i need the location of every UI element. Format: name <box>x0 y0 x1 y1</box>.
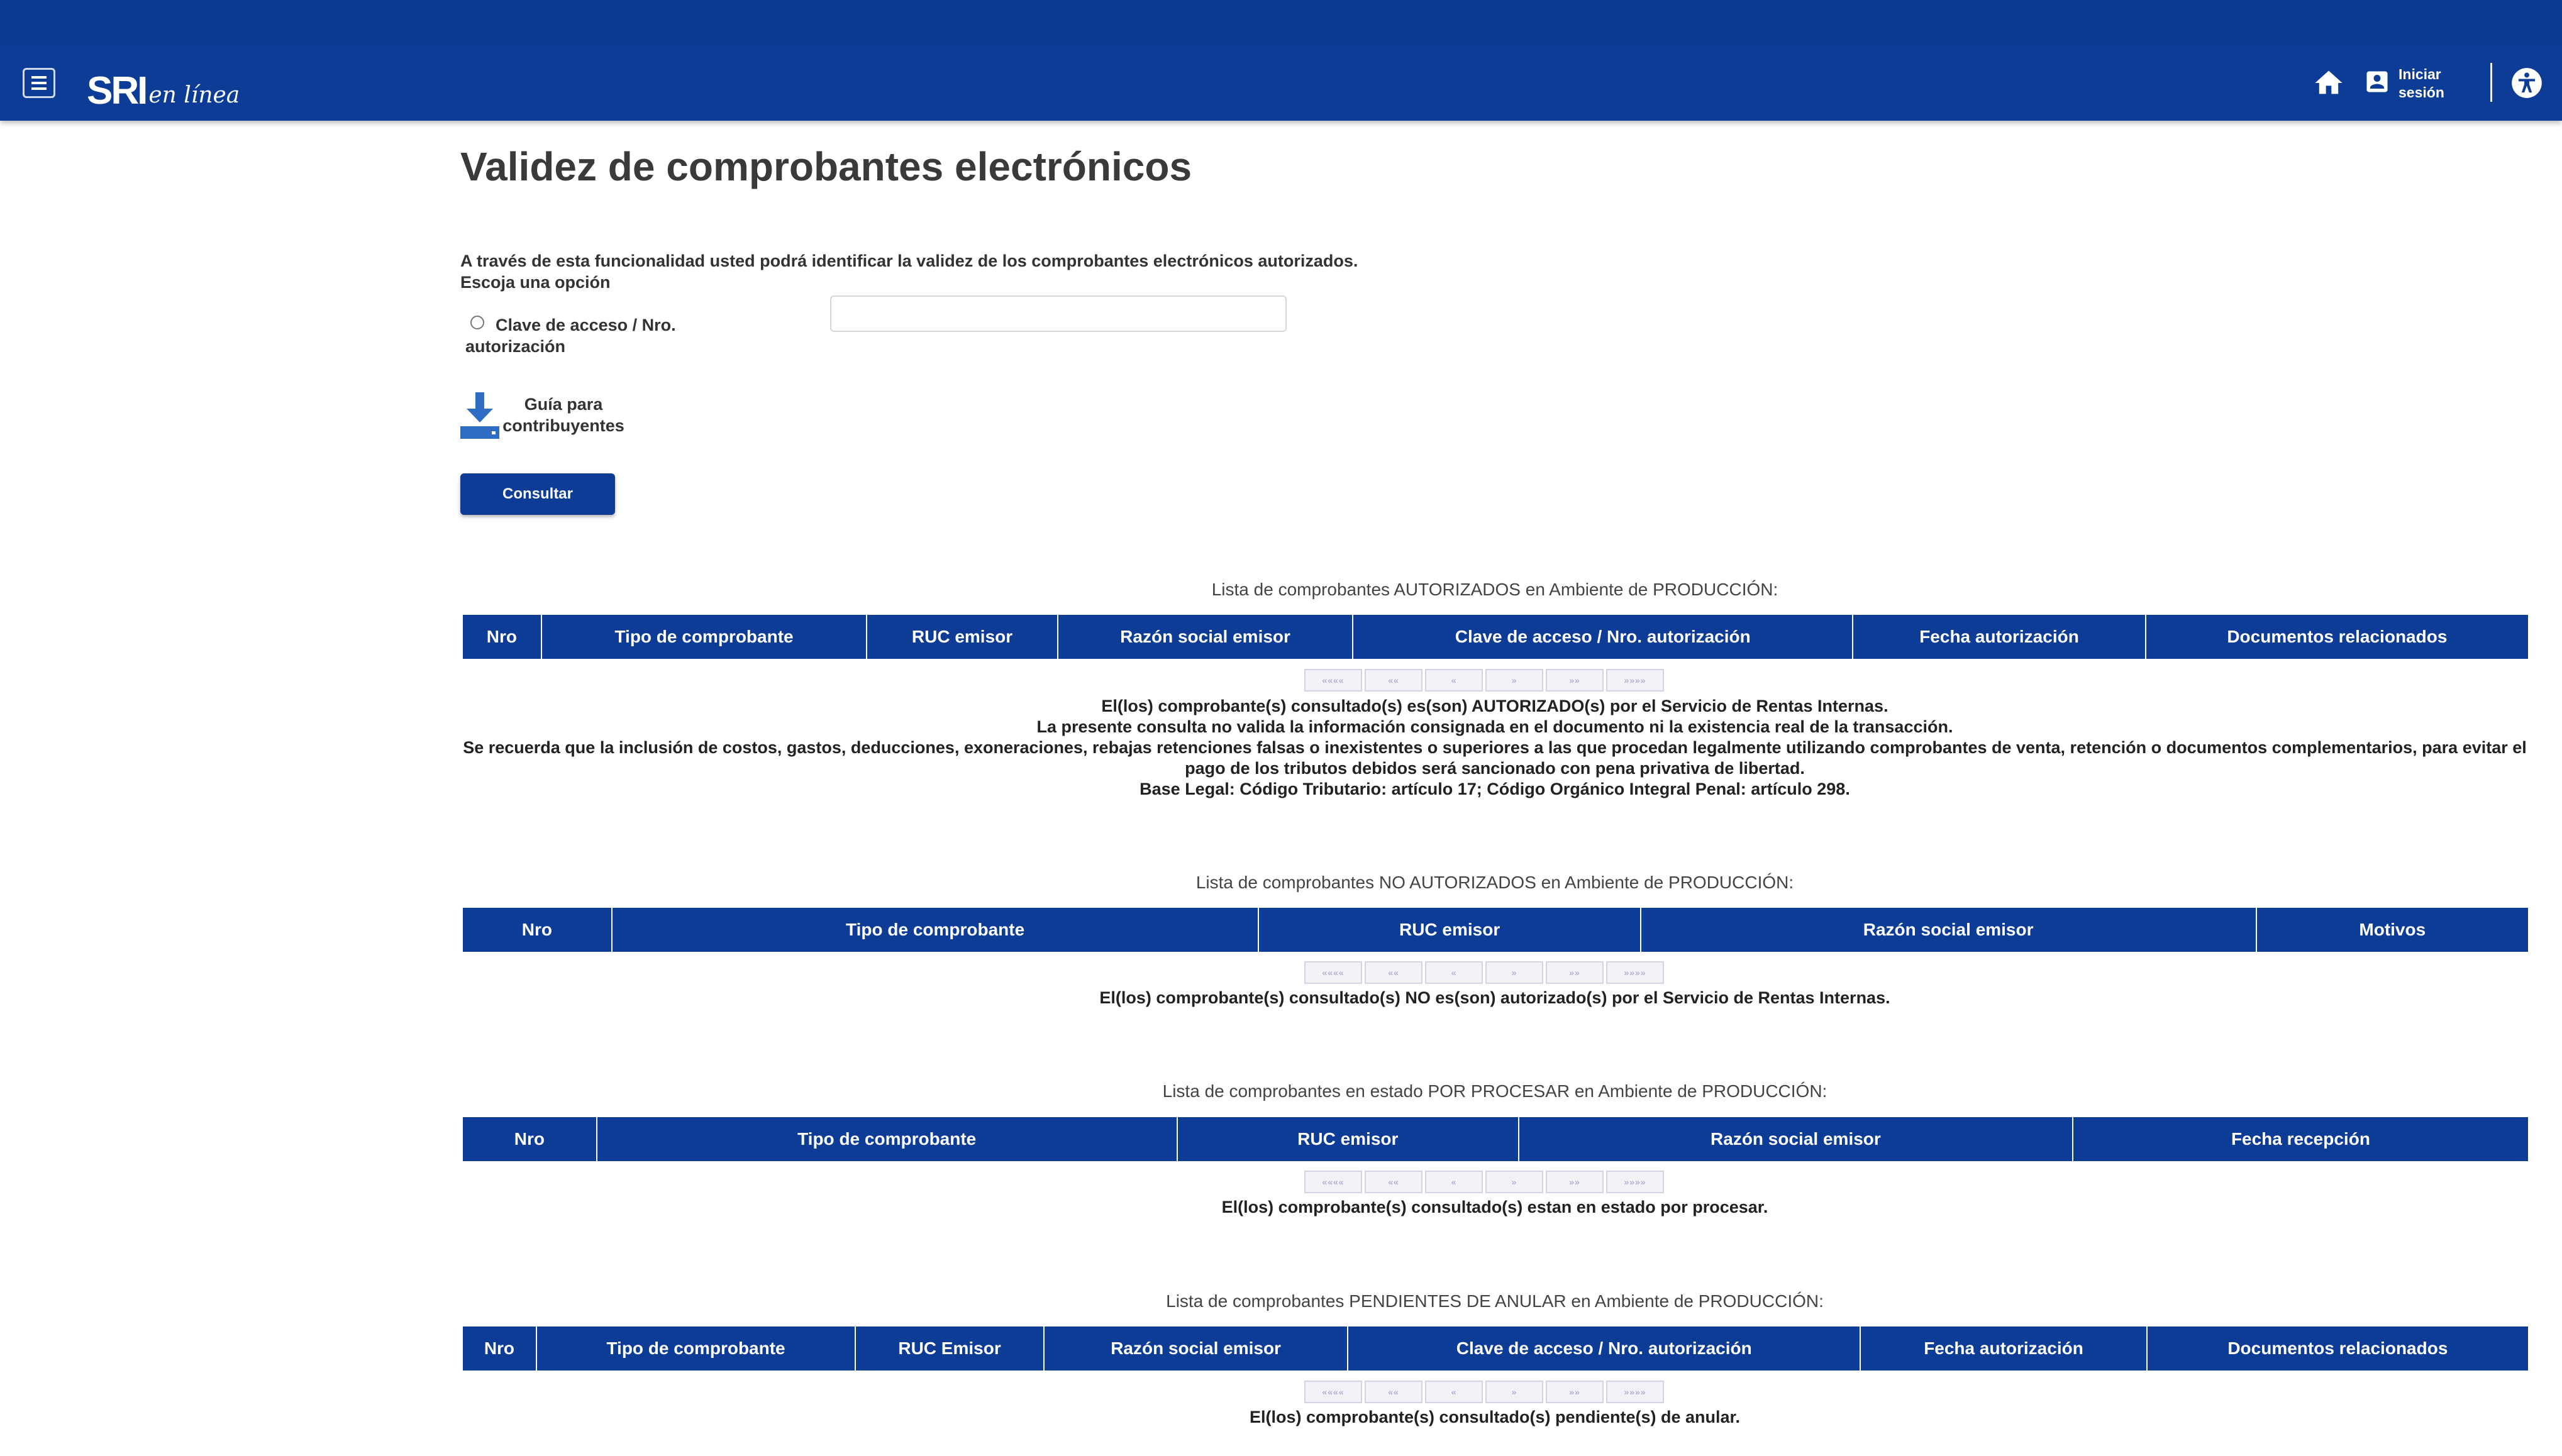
login-label-line-2: sesión <box>2398 84 2444 101</box>
pager-first-button[interactable]: «««« <box>1304 961 1362 984</box>
pager-first-button[interactable]: «««« <box>1304 1381 1362 1403</box>
pager-next-button[interactable]: » <box>1485 1171 1543 1193</box>
col-ruc-emisor[interactable]: RUC emisor <box>867 615 1058 659</box>
message-line: pago de los tributos debidos será sancionado con pena privativa de libertad. <box>1185 759 1805 778</box>
col-tipo-comprobante[interactable]: Tipo de comprobante <box>597 1117 1178 1161</box>
pager-prev-page-button[interactable]: «« <box>1365 1171 1422 1193</box>
section-title-autorizados: Lista de comprobantes AUTORIZADOS en Ambiente de PRODUCCIÓN: <box>1211 580 1778 599</box>
accessibility-icon[interactable] <box>2510 67 2543 99</box>
message-line: Se recuerda que la inclusión de costos, gastos, deducciones, exoneraciones, rebajas retenciones falsas o inexistentes o superiores a las que procedan legalmente utilizando comprobantes de venta, retención o documentos complementarios, para evitar el <box>463 738 2527 757</box>
pager-autorizados <box>1304 669 1664 693</box>
pager-next-button[interactable]: » <box>1485 669 1543 692</box>
table-header-por-procesar <box>462 1116 2529 1162</box>
col-tipo-comprobante[interactable]: Tipo de comprobante <box>542 615 867 659</box>
pager-prev-button[interactable]: « <box>1425 961 1483 984</box>
pager-prev-page-button[interactable]: «« <box>1365 669 1422 692</box>
intro-text <box>460 250 1358 293</box>
col-razon-social[interactable]: Razón social emisor <box>1058 615 1353 659</box>
col-nro[interactable]: Nro <box>463 908 613 952</box>
pager-no-autorizados <box>1304 961 1664 985</box>
message-autorizados <box>460 696 2529 800</box>
pager-pendientes <box>1304 1381 1664 1404</box>
pager-prev-button[interactable]: « <box>1425 669 1483 692</box>
section-title-por-procesar: Lista de comprobantes en estado POR PROCESAR en Ambiente de PRODUCCIÓN: <box>1162 1081 1827 1101</box>
pager-por-procesar <box>1304 1171 1664 1194</box>
guide-label-line-2: contribuyentes <box>502 416 624 435</box>
col-documentos-relacionados[interactable]: Documentos relacionados <box>2227 627 2448 646</box>
pager-first-button[interactable]: «««« <box>1304 669 1362 692</box>
pager-next-button[interactable]: » <box>1485 961 1543 984</box>
table-header-pendientes <box>462 1325 2529 1372</box>
guide-link[interactable] <box>501 394 626 436</box>
table-header-autorizados <box>462 614 2529 660</box>
pager-prev-page-button[interactable]: «« <box>1365 1381 1422 1403</box>
message-line: El(los) comprobante(s) consultado(s) es(son) AUTORIZADO(s) por el Servicio de Rentas Internas. <box>1101 697 1888 715</box>
pager-last-button[interactable]: »»»» <box>1606 669 1664 692</box>
pager-next-page-button[interactable]: »» <box>1546 1381 1604 1403</box>
pager-last-button[interactable]: »»»» <box>1606 1171 1664 1193</box>
clave-acceso-input[interactable] <box>830 295 1287 332</box>
radio-label[interactable]: Clave de acceso / Nro. autorización <box>465 316 676 356</box>
col-fecha-autorizacion[interactable]: Fecha autorización <box>1853 615 2146 659</box>
col-motivos[interactable]: Motivos <box>2359 920 2426 939</box>
pager-prev-button[interactable]: « <box>1425 1381 1483 1403</box>
pager-last-button[interactable]: »»»» <box>1606 961 1664 984</box>
col-fecha-autorizacion[interactable]: Fecha autorización <box>1861 1326 2147 1371</box>
pager-last-button[interactable]: »»»» <box>1606 1381 1664 1403</box>
message-no-autorizados: El(los) comprobante(s) consultado(s) NO es(son) autorizado(s) por el Servicio de Rentas Internas. <box>1099 988 1890 1007</box>
col-nro[interactable]: Nro <box>463 615 542 659</box>
col-ruc-emisor[interactable]: RUC emisor <box>1178 1117 1519 1161</box>
consultar-button[interactable]: Consultar <box>460 473 615 515</box>
col-ruc-emisor[interactable]: RUC Emisor <box>856 1326 1045 1371</box>
login-label-line-1: Iniciar <box>2398 66 2441 82</box>
pager-next-page-button[interactable]: »» <box>1546 1171 1604 1193</box>
col-nro[interactable]: Nro <box>463 1117 597 1161</box>
col-razon-social[interactable]: Razón social emisor <box>1641 908 2257 952</box>
col-tipo-comprobante[interactable]: Tipo de comprobante <box>613 908 1260 952</box>
col-clave-acceso[interactable]: Clave de acceso / Nro. autorización <box>1353 615 1853 659</box>
pager-next-page-button[interactable]: »» <box>1546 961 1604 984</box>
top-band <box>0 0 2562 44</box>
pager-first-button[interactable]: «««« <box>1304 1171 1362 1193</box>
guide-label-line-1: Guía para <box>524 395 603 414</box>
hamburger-menu-icon[interactable] <box>23 68 55 98</box>
login-link[interactable] <box>2398 65 2455 102</box>
message-line: La presente consulta no valida la información consignada en el documento ni la existencia real de la transacción. <box>1036 717 1953 736</box>
logo-sub-text: en línea <box>148 82 240 108</box>
pager-next-page-button[interactable]: »» <box>1546 669 1604 692</box>
message-line: Base Legal: Código Tributario: artículo 17; Código Orgánico Integral Penal: artículo 298. <box>1140 780 1850 798</box>
col-documentos-relacionados[interactable]: Documentos relacionados <box>2227 1338 2448 1358</box>
col-nro[interactable]: Nro <box>463 1326 537 1371</box>
pager-prev-button[interactable]: « <box>1425 1171 1483 1193</box>
col-razon-social[interactable]: Razón social emisor <box>1519 1117 2073 1161</box>
col-razon-social[interactable]: Razón social emisor <box>1045 1326 1348 1371</box>
col-ruc-emisor[interactable]: RUC emisor <box>1259 908 1641 952</box>
sri-logo[interactable] <box>87 60 240 111</box>
account-box-icon[interactable] <box>2363 68 2391 96</box>
col-tipo-comprobante[interactable]: Tipo de comprobante <box>537 1326 856 1371</box>
top-navbar <box>0 0 2562 121</box>
section-title-pendientes: Lista de comprobantes PENDIENTES DE ANULAR en Ambiente de PRODUCCIÓN: <box>1166 1291 1824 1311</box>
message-pendientes: El(los) comprobante(s) consultado(s) pendiente(s) de anular. <box>1249 1408 1741 1426</box>
section-title-no-autorizados: Lista de comprobantes NO AUTORIZADOS en Ambiente de PRODUCCIÓN: <box>1195 873 1794 892</box>
download-icon[interactable] <box>460 392 499 439</box>
intro-line-1: A través de esta funcionalidad usted podrá identificar la validez de los comprobantes electrónicos autorizados. <box>460 251 1358 270</box>
col-fecha-recepcion[interactable]: Fecha recepción <box>2231 1129 2370 1149</box>
table-header-no-autorizados <box>462 907 2529 953</box>
logo-main-text: SRI <box>87 69 147 113</box>
pager-prev-page-button[interactable]: «« <box>1365 961 1422 984</box>
pager-next-button[interactable]: » <box>1485 1381 1543 1403</box>
intro-line-2: Escoja una opción <box>460 273 611 292</box>
page-title: Validez de comprobantes electrónicos <box>460 144 1192 189</box>
message-por-procesar: El(los) comprobante(s) consultado(s) estan en estado por procesar. <box>1221 1198 1768 1216</box>
home-icon[interactable] <box>2312 67 2346 99</box>
col-clave-acceso[interactable]: Clave de acceso / Nro. autorización <box>1348 1326 1861 1371</box>
header-divider <box>2490 63 2492 102</box>
